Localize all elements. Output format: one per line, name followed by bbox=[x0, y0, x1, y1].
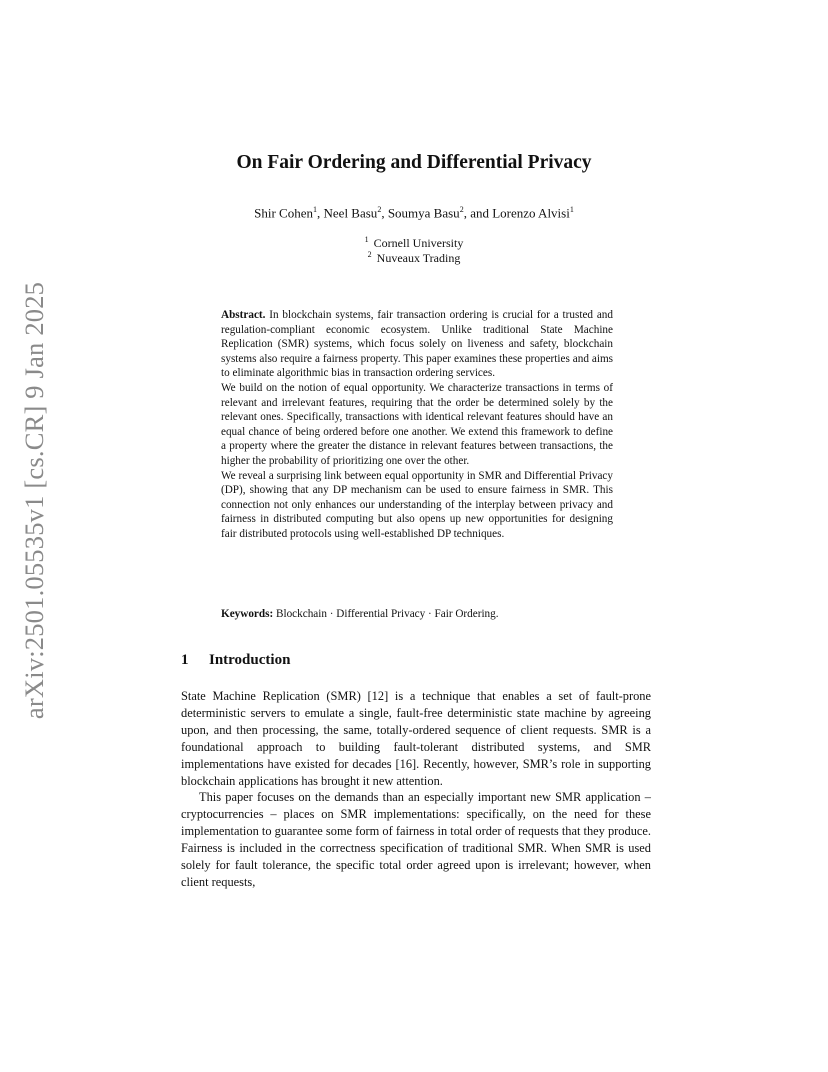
author-name: Lorenzo Alvisi bbox=[492, 205, 570, 221]
keywords-value: Blockchain · Differential Privacy · Fair Ordering. bbox=[276, 608, 499, 620]
section-number: 1 bbox=[181, 652, 189, 668]
author-name: Neel Basu bbox=[323, 205, 378, 221]
affiliation-mark: 2 bbox=[367, 250, 372, 259]
body-paragraph: This paper focuses on the demands than an especially important new SMR application – cryptocurrencies – places on SMR implementations: specifically, on the need for these implementation to guarantee some form of fairness in total order of requests that they produce. Fairness is included in the correctness specification of traditional SMR. When SMR is used solely for fault tolerance, the specific total order agreed upon is irrelevant; however, when client requests, bbox=[181, 790, 651, 889]
body-paragraph: State Machine Replication (SMR) [12] is a technique that enables a set of fault-prone deterministic servers to emulate a single, fault-free deterministic state machine by agreeing upon, and then processing, the same, totally-ordered sequence of client requests. SMR is a foundational approach to building fault-tolerant distributed systems, and SMR implementations have existed for decades [16]. Recently, however, SMR’s role in supporting blockchain applications has brought it new attention. bbox=[181, 689, 651, 788]
paper-title: On Fair Ordering and Differential Privacy bbox=[236, 152, 592, 173]
affiliation-mark: 1 bbox=[364, 235, 369, 244]
keywords bbox=[221, 608, 613, 620]
abstract-paragraph: We reveal a surprising link between equal opportunity in SMR and Differential Privacy (DP), showing that any DP mechanism can be used to ensure fairness in SMR. This connection not only enhances our understanding of the interplay between privacy and fairness in distributed computing but also opens up new opportunities for designing fair distributed protocols using well-established DP techniques. bbox=[221, 469, 613, 540]
author-affiliation-mark: 1 bbox=[569, 205, 574, 214]
abstract bbox=[221, 308, 613, 542]
abstract-label: Abstract. bbox=[221, 309, 266, 321]
author-name: Soumya Basu bbox=[387, 205, 460, 221]
abstract-paragraph bbox=[221, 308, 613, 381]
affiliation-name: Nuveaux Trading bbox=[376, 251, 461, 265]
section-heading bbox=[181, 652, 290, 669]
author-affiliation-mark: 1 bbox=[313, 205, 318, 214]
abstract-text: In blockchain systems, fair transaction ordering is crucial for a trusted and regulation-compliant economic ecosystem. Unlike traditional State Machine Replication (SMR) systems, which focus solely on liveness and safety, blockchain systems also require a fairness property. This paper examines these properties and aims to eliminate algorithmic bias in transaction ordering services. bbox=[221, 309, 613, 380]
arxiv-stamp bbox=[12, 270, 58, 730]
section-body bbox=[181, 688, 651, 891]
section-title: Introduction bbox=[209, 652, 291, 668]
abstract-paragraph: We build on the notion of equal opportunity. We characterize transactions in terms of relevant and irrelevant features, requiring that the order be determined solely by the relevant ones. Specifically, transactions with identical relevant features should have an equal chance of being ordered before one another. We extend this framework to define a property where the greater the distance in relevant features between transactions, the higher the probability of prioritizing one over the other. bbox=[221, 381, 613, 467]
author-affiliation-mark: 2 bbox=[459, 205, 464, 214]
author-name: Shir Cohen bbox=[254, 205, 314, 221]
author-list: Shir Cohen$^1$, Neel Basu$^2$, Soumya Basu$^2$, and Lorenzo Alvisi$^1$ bbox=[254, 205, 574, 221]
affiliation-name: Cornell University bbox=[373, 236, 464, 250]
affiliation bbox=[0, 235, 828, 251]
keywords-label: Keywords: bbox=[221, 608, 274, 620]
author-affiliation-mark: 2 bbox=[377, 205, 382, 214]
arxiv-stamp-text: arXiv:2501.05535v1 [cs.CR] 9 Jan 2025 bbox=[19, 281, 50, 719]
affiliation bbox=[0, 250, 828, 266]
